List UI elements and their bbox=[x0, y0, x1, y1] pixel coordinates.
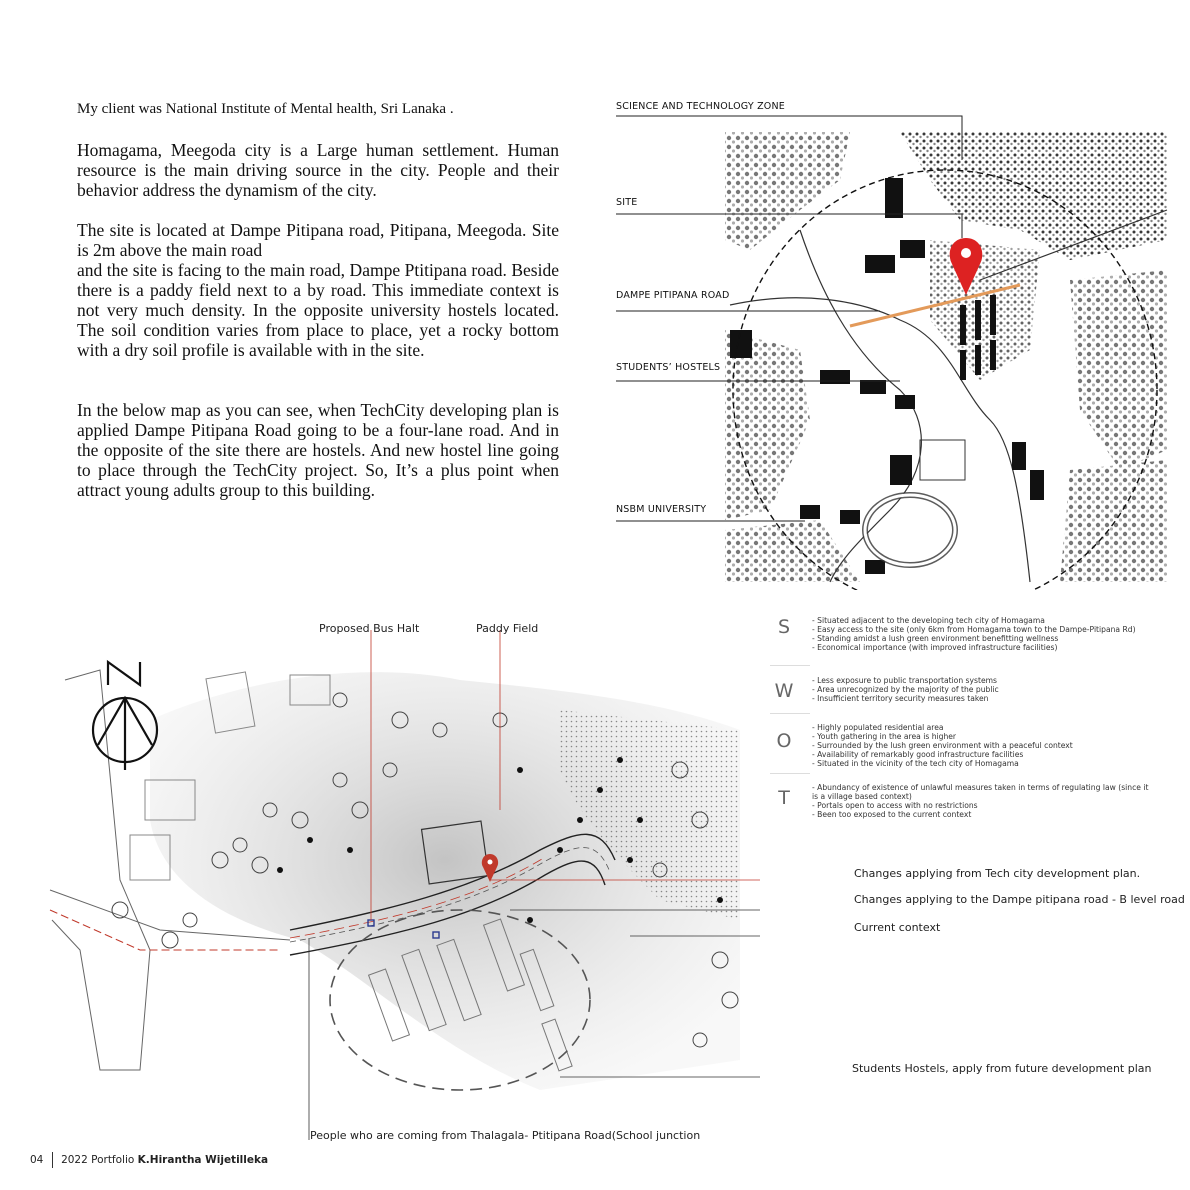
label-tech-city-changes: Changes applying from Tech city development plan. bbox=[854, 867, 1141, 880]
north-arrow-icon bbox=[93, 662, 157, 770]
swot-threats: - Abundancy of existence of unlawful measures taken in terms of regulating law (since it is a village based context) - Portals open to access with no restrictions - Been too exposed to the current context bbox=[812, 783, 1149, 819]
context-map bbox=[600, 90, 1180, 590]
label-bus-halt: Proposed Bus Halt bbox=[319, 622, 420, 635]
label-hostels-future: Students Hostels, apply from future development plan bbox=[852, 1062, 1152, 1075]
label-science-zone: SCIENCE AND TECHNOLOGY ZONE bbox=[616, 101, 785, 112]
footer-author: K.Hirantha Wijetilleka bbox=[137, 1154, 269, 1166]
swot-letter-s: S bbox=[777, 616, 791, 638]
label-b-level-road: Changes applying to the Dampe pitipana road - B level road bbox=[854, 893, 1185, 906]
swot-strengths: - Situated adjacent to the developing tech city of Homagama - Easy access to the site (only 6km from Homagama town to the Dampe-Pitipana Rd) - Standing amidst a lush green environment benefitting wellness - Economical importance (with improved infrastructure facilities) bbox=[812, 616, 1136, 652]
client-line: My client was National Institute of Mental health, Sri Lanaka . bbox=[77, 101, 454, 117]
swot-opportunities: - Highly populated residential area - Youth gathering in the area is higher - Surrounded by the lush green environment with a peaceful context - Availability of remarkably good infrastructure facilities - Situated in the vicinity of the tech city of Homagama bbox=[812, 723, 1073, 768]
footer-divider bbox=[52, 1152, 53, 1168]
swot-letter-t: T bbox=[778, 787, 790, 809]
label-dampe-road: DAMPE PITIPANA ROAD bbox=[616, 290, 730, 301]
label-hostels: STUDENTS’ HOSTELS bbox=[616, 362, 721, 373]
swot-letter-o: O bbox=[776, 730, 792, 752]
label-site: SITE bbox=[616, 197, 638, 208]
label-nsbm: NSBM UNIVERSITY bbox=[616, 504, 707, 515]
paragraph-site-location: The site is located at Dampe Pitipana road, Pitipana, Meegoda. Site is 2m above the main road bbox=[77, 220, 559, 260]
site-plan bbox=[40, 620, 760, 1140]
swot-letter-w: W bbox=[774, 680, 794, 702]
page-number: 04 bbox=[30, 1154, 44, 1166]
paragraph-techcity: In the below map as you can see, when TechCity developing plan is applied Dampe Pitipana Road going to be a four-lane road. And in the opposite of the site there are hostels. And new hostel line going to place through the TechCity project. So, It’s a plus point when attract young adults group to this building. bbox=[77, 400, 559, 500]
swot-weaknesses: - Less exposure to public transportation systems - Area unrecognized by the majority of the public - Insufficient territory security measures taken bbox=[812, 676, 999, 703]
footer bbox=[30, 1152, 268, 1168]
paragraph-settlement: Homagama, Meegoda city is a Large human settlement. Human resource is the main driving source in the city. People and their behavior address the dynamism of the city. bbox=[77, 140, 559, 200]
label-thalagala-road: People who are coming from Thalagala- Ptitipana Road(School junction bbox=[310, 1129, 701, 1142]
label-current-context: Current context bbox=[854, 921, 941, 934]
label-paddy-field: Paddy Field bbox=[476, 622, 539, 635]
paragraph-site-context: and the site is facing to the main road, Dampe Ptitipana road. Beside there is a paddy field next to a by road. This immediate context is not very much density. In the opposite university hostels located. The soil condition varies from place to place, yet a rocky bottom with a dry soil profile is available with in the site. bbox=[77, 260, 559, 360]
footer-prefix: 2022 Portfolio bbox=[61, 1154, 135, 1166]
